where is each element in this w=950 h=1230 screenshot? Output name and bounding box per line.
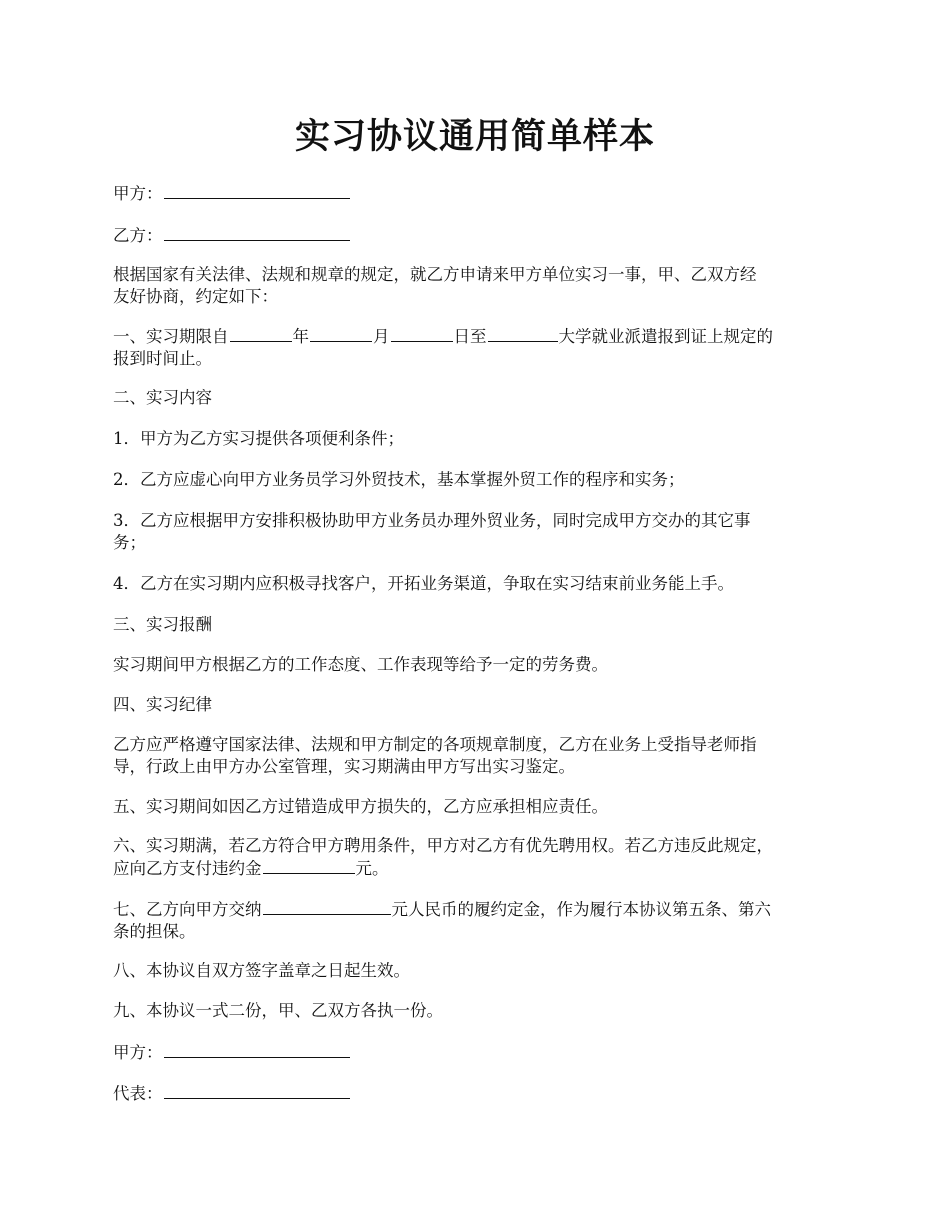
penalty-amount-blank (263, 857, 355, 874)
intro-line-1: 根据国家有关法律、法规和规章的规定，就乙方申请来甲方单位实习一事，甲、乙双方经 (113, 265, 757, 284)
sign-rep-blank (164, 1082, 350, 1099)
clause-1-line-2: 报到时间止。 (113, 349, 212, 368)
sign-party-a-blank (164, 1041, 350, 1058)
university-blank (488, 325, 558, 342)
clause-6-line-1: 六、实习期满，若乙方符合甲方聘用条件，甲方对乙方有优先聘用权。若乙方违反此规定， (113, 836, 773, 855)
party-a-label: 甲方： (113, 184, 163, 203)
clause-5: 五、实习期间如因乙方过错造成甲方损失的，乙方应承担相应责任。 (113, 797, 608, 816)
clause-6-line-2a: 应向乙方支付违约金 (113, 859, 262, 878)
item-3 (113, 510, 853, 554)
item-2: 2．乙方应虚心向甲方业务员学习外贸技术，基本掌握外贸工作的程序和实务； (113, 470, 685, 489)
sign-party-a-label: 甲方： (113, 1043, 163, 1062)
party-b-label: 乙方： (113, 226, 163, 245)
start-day-blank (391, 325, 453, 342)
clause-9: 九、本协议一式二份，甲、乙双方各执一份。 (113, 1001, 443, 1020)
clause-7-line-1a: 七、乙方向甲方交纳 (113, 900, 262, 919)
section-4-heading: 四、实习纪律 (113, 695, 212, 714)
clause-8: 八、本协议自双方签字盖章之日起生效。 (113, 961, 410, 980)
sign-party-a-line (113, 1041, 853, 1064)
start-month-blank (310, 325, 372, 342)
clause-1-text-3: 月 (373, 327, 390, 346)
clause-6-line-2b: 元。 (355, 859, 389, 878)
clause-7-line-2: 条的担保。 (113, 922, 196, 941)
deposit-amount-blank (263, 898, 391, 915)
section-2-heading: 二、实习内容 (113, 388, 212, 407)
section-4-line-1: 乙方应严格遵守国家法律、法规和甲方制定的各项规章制度，乙方在业务上受指导老师指 (113, 735, 757, 754)
party-a-blank (164, 182, 350, 199)
clause-7 (113, 898, 853, 943)
document-title: 实习协议通用简单样本 (294, 116, 655, 157)
section-4-line-2: 导，行政上由甲方办公室管理，实习期满由甲方写出实习鉴定。 (113, 757, 575, 776)
clause-6 (113, 835, 853, 880)
clause-1-text-5: 大学就业派遣报到证上规定的 (558, 327, 773, 346)
clause-1-period (113, 325, 853, 370)
party-b-line (113, 224, 853, 247)
section-3-heading: 三、实习报酬 (113, 615, 212, 634)
item-3-line-2: 务； (113, 533, 146, 552)
sign-rep-line (113, 1082, 853, 1105)
clause-1-text-2: 年 (292, 327, 309, 346)
item-1: 1．甲方为乙方实习提供各项便利条件； (113, 429, 404, 448)
section-4-text (113, 734, 853, 778)
item-3-line-1: 3．乙方应根据甲方安排积极协助甲方业务员办理外贸业务，同时完成甲方交办的其它事 (113, 511, 751, 530)
party-a-line (113, 182, 853, 205)
sign-rep-label: 代表： (113, 1084, 163, 1103)
party-b-blank (164, 224, 350, 241)
intro-paragraph (113, 264, 853, 308)
clause-1-text-4: 日至 (453, 327, 487, 346)
clause-7-line-1b: 元人民币的履约定金，作为履行本协议第五条、第六 (391, 900, 771, 919)
section-3-text: 实习期间甲方根据乙方的工作态度、工作表现等给予一定的劳务费。 (113, 655, 608, 674)
start-year-blank (230, 325, 292, 342)
clause-1-text-1: 一、实习期限自 (113, 327, 229, 346)
intro-line-2: 友好协商，约定如下： (113, 287, 278, 306)
item-4: 4．乙方在实习期内应积极寻找客户，开拓业务渠道，争取在实习结束前业务能上手。 (113, 574, 734, 593)
